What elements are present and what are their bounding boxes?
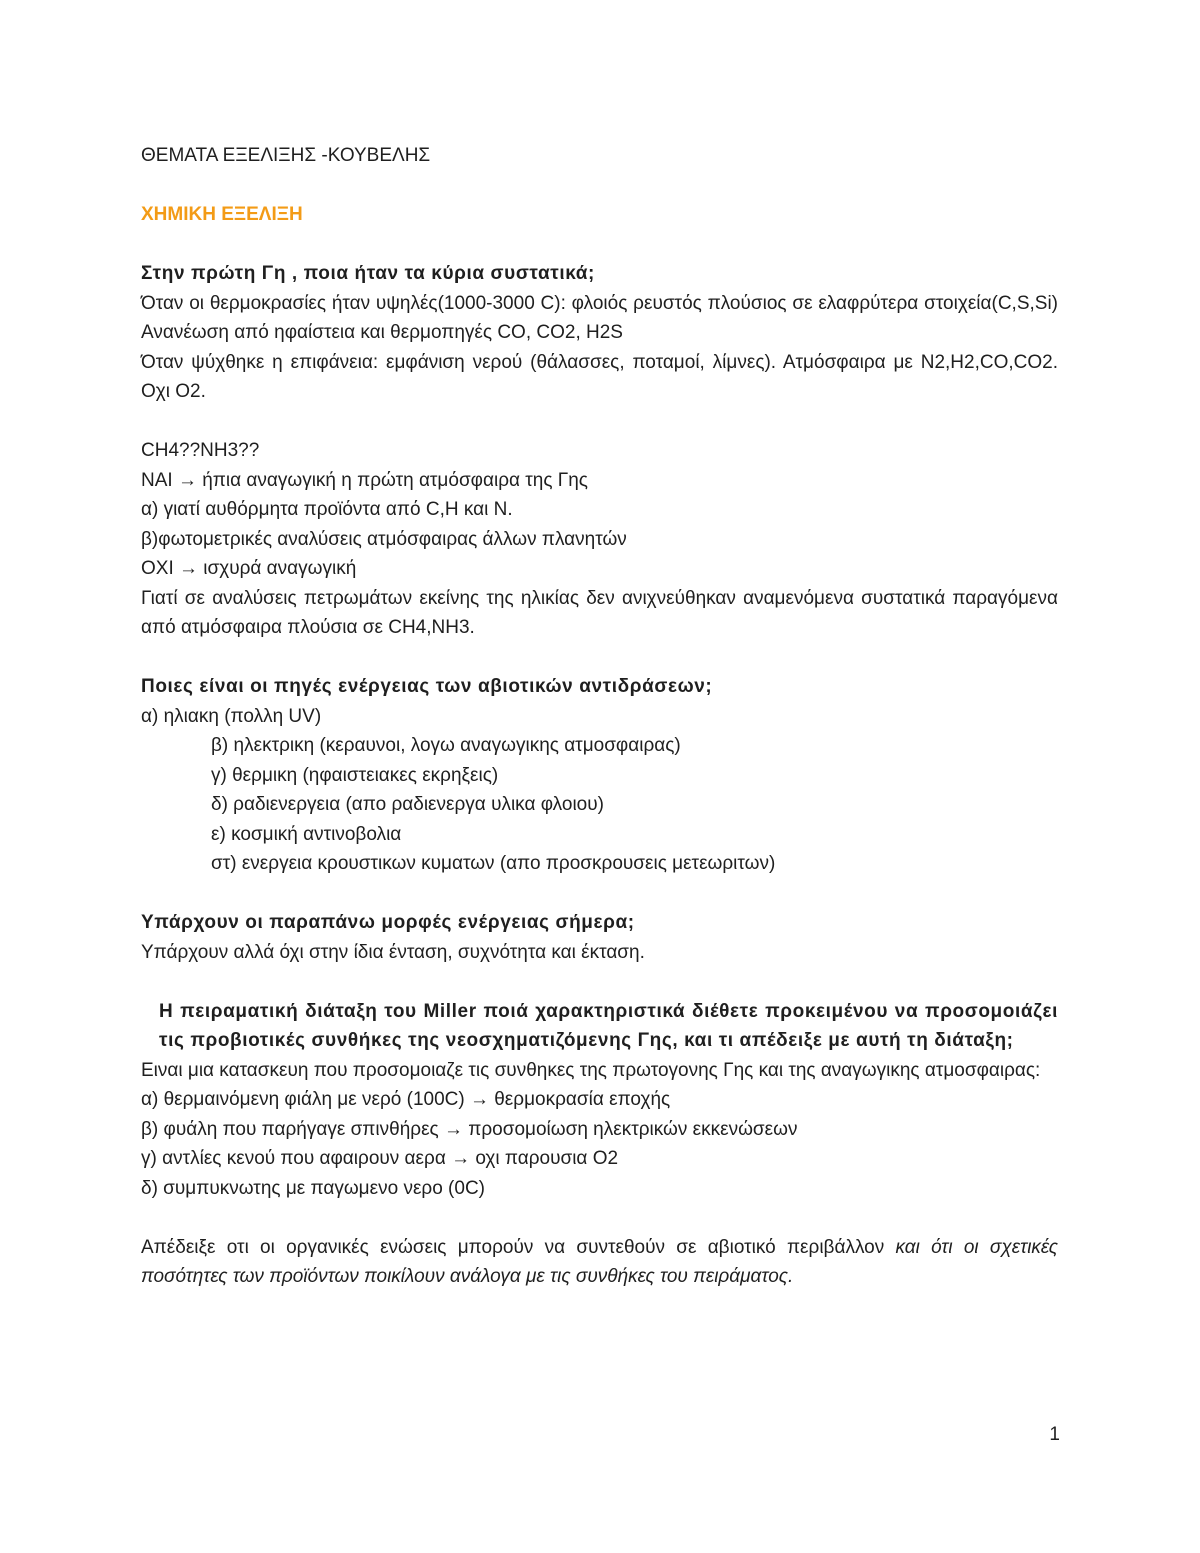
- ch4-nh3-line: CH4??NH3??: [141, 440, 260, 461]
- conclusion-italic-text: και ότι οι σχετικές ποσότητες των προϊόντων ποικίλουν ανάλογα με τις συνθήκες του πειράματος.: [141, 1236, 1059, 1287]
- page-content: [141, 141, 1058, 1292]
- yes-mild-reducing-line: ΝΑΙ → ήπια αναγωγική η πρώτη ατμόσφαιρα της Γης: [141, 469, 588, 491]
- spacer: [141, 1203, 1058, 1233]
- energy-source-item: ε) κοσμική αντινοβολια: [211, 823, 402, 845]
- miller-item: β) φυάλη που παρήγαγε σπινθήρες → προσομοίωση ηλεκτρικών εκκενώσεων: [141, 1118, 798, 1140]
- spacer: [141, 967, 1058, 997]
- miller-item: δ) συμπυκνωτης με παγωμενο νερο (0C): [141, 1177, 486, 1199]
- miller-intro-paragraph: Ειναι μια κατασκευη που προσομοιαζε τις συνθηκες της πρωτογονης Γης και της αναγωγικης ατμοσφαιρας:: [141, 1059, 1041, 1081]
- no-strong-reducing-line: ΟΧΙ → ισχυρά αναγωγική: [141, 558, 357, 579]
- question-energy-today: Υπάρχουν οι παραπάνω μορφές ενέργειας σήμερα;: [141, 912, 635, 933]
- document-title: ΘΕΜΑΤΑ ΕΞΕΛΙΞΗΣ -ΚΟΥΒΕΛΗΣ: [141, 145, 431, 166]
- miller-item: γ) αντλίες κενού που αφαιρουν αερα → οχι παρουσια O2: [141, 1148, 619, 1169]
- question-miller-experiment: Η πειραματική διάταξη του Miller ποιά χαρακτηριστικά διέθετε προκειμένου να προσομοιάζει τις προβιοτικές συνθήκες της νεοσχηματιζόμενης Γης, και τι απέδειξε με αυτή τη διάταξη;: [159, 1000, 1058, 1051]
- energy-source-item: α) ηλιακη (πολλη UV): [141, 705, 322, 727]
- energy-source-item: β) ηλεκτρικη (κεραυνοι, λογω αναγωγικης ατμοσφαιρας): [211, 735, 681, 756]
- paragraph-high-temperatures: Όταν οι θερμοκρασίες ήταν υψηλές(1000-3000 C): φλοιός ρευστός πλούσιος σε ελαφρύτερα στοιχεία(C,S,Si) Ανανέωση από ηφαίστεια και θερμοπηγές CO, CO2, H2S: [141, 292, 1058, 343]
- energy-source-item: γ) θερμικη (ηφαιστειακες εκρηξεις): [211, 764, 499, 786]
- question-energy-sources: Ποιες είναι οι πηγές ενέργειας των αβιοτικών αντιδράσεων;: [141, 676, 713, 697]
- reason-a-line: α) γιατί αυθόρμητα προϊόντα από C,H και N.: [141, 499, 513, 520]
- paragraph-surface-cooling: Όταν ψύχθηκε η επιφάνεια: εμφάνιση νερού (θάλασσες, ποταμοί, λίμνες). Ατμόσφαιρα με N2,H2,CO,CO2. Οχι O2.: [141, 351, 1058, 402]
- miller-item: α) θερμαινόμενη φιάλη με νερό (100C) → θερμοκρασία εποχής: [141, 1089, 671, 1110]
- energy-source-item: στ) ενεργεια κρουστικων κυματων (απο προσκρουσεις μετεωριτων): [211, 853, 776, 874]
- spacer: [141, 643, 1058, 673]
- answer-energy-today: Υπάρχουν αλλά όχι στην ίδια ένταση, συχνότητα και έκταση.: [141, 941, 645, 963]
- question-early-earth: Στην πρώτη Γη , ποια ήταν τα κύρια συστατικά;: [141, 263, 595, 284]
- spacer: [141, 879, 1058, 909]
- miller-conclusion-paragraph: [141, 1233, 1058, 1292]
- rock-analysis-paragraph: Γιατί σε αναλύσεις πετρωμάτων εκείνης της ηλικίας δεν ανιχνεύθηκαν αναμενόμενα συστατικά παραγόμενα από ατμόσφαιρα πλούσια σε CH4,NH3.: [141, 587, 1058, 638]
- page-number: 1: [1049, 1424, 1060, 1445]
- conclusion-normal-text: Απέδειξε οτι οι οργανικές ενώσεις μπορούν να συντεθούν σε αβιοτικό περιβάλλον: [141, 1236, 896, 1258]
- reason-b-line: β)φωτομετρικές αναλύσεις ατμόσφαιρας άλλων πλανητών: [141, 528, 627, 550]
- energy-source-item: δ) ραδιενεργεια (απο ραδιενεργα υλικα φλοιου): [211, 794, 604, 815]
- section-title: ΧΗΜΙΚΗ ΕΞΕΛΙΞΗ: [141, 204, 303, 225]
- spacer: [141, 407, 1058, 437]
